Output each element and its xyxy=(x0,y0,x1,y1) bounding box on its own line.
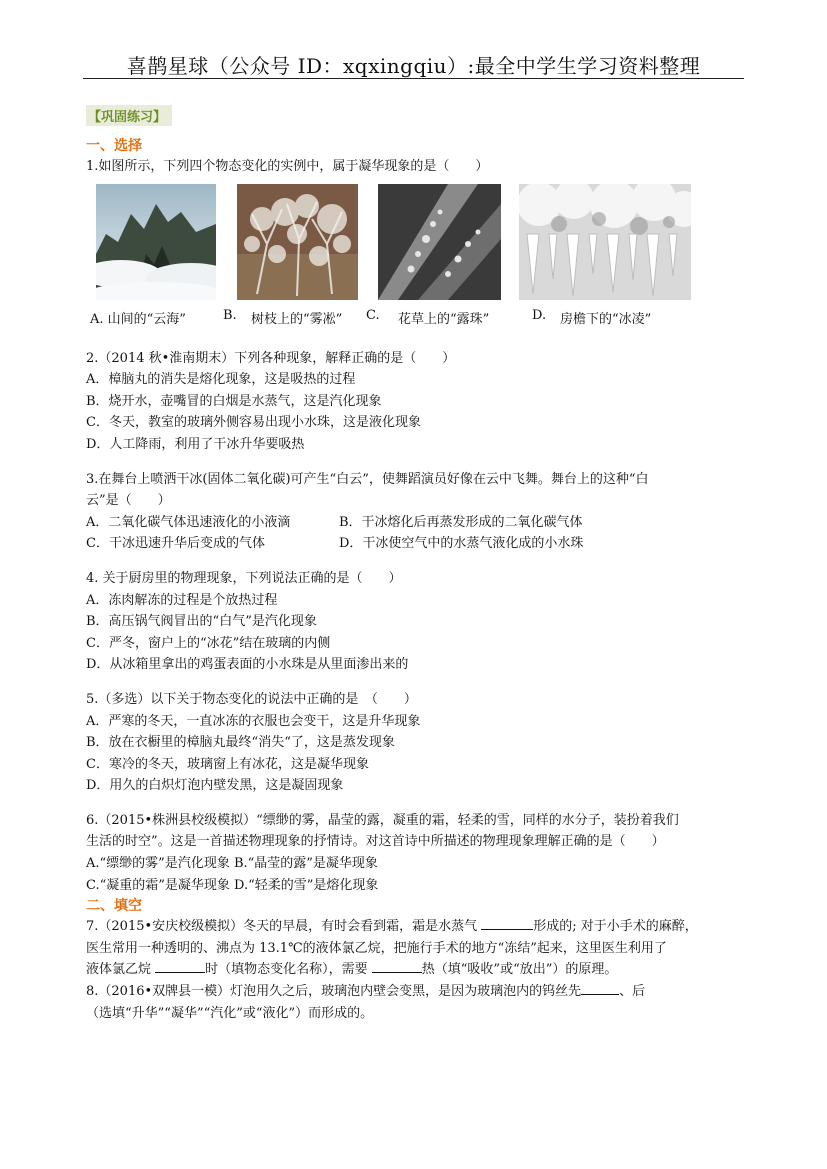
q3-options-row1 xyxy=(86,512,746,534)
q8-blank-1[interactable] xyxy=(581,982,619,995)
q1-option-a: A. 山间的“云海” xyxy=(90,311,186,327)
q8-text-1a: 8.（2016•双牌县一模）灯泡用久之后，玻璃泡内壁会变黑，是因为玻璃泡内的钨丝先 xyxy=(86,984,582,1000)
page-header: 喜鹊星球（公众号 ID：xqxingqiu）:最全中学生学习资料整理 xyxy=(126,54,701,78)
q7-blank-2[interactable] xyxy=(155,960,205,973)
question-2-stem: 2.（2014 秋•淮南期末）下列各种现象，解释正确的是（ ） xyxy=(86,350,456,366)
rime-tree-photo xyxy=(237,184,358,300)
practice-tag-row xyxy=(86,105,746,126)
q6-options-row2: C.“凝重的霜”是凝华现象 D.“轻柔的雪”是熔化现象 xyxy=(86,877,379,893)
practice-tag: 【巩固练习】 xyxy=(86,105,172,126)
q8-text-1b: 、后 xyxy=(619,984,646,1000)
q7-text-3c: 热（填“吸收”或“放出”）的原理。 xyxy=(421,962,618,978)
q3-option-c: C．干冰迅速升华后变成的气体 xyxy=(86,536,265,552)
question-8-line1 xyxy=(86,981,746,1003)
q4-option-b: B．高压锅气阀冒出的“白气”是汽化现象 xyxy=(86,614,317,630)
header-rule xyxy=(83,78,744,79)
q5-option-d: D．用久的白炽灯泡内壁发黑，这是凝固现象 xyxy=(86,778,344,794)
question-1-pictures xyxy=(86,184,746,306)
q7-text-1b: 形成的; 对于小手术的麻醉， xyxy=(533,919,698,935)
icicles-photo xyxy=(519,184,691,300)
sea-of-clouds-photo xyxy=(96,184,216,300)
question-7-line3 xyxy=(86,959,746,981)
question-1-stem: 1.如图所示，下列四个物态变化的实例中，属于凝华现象的是（ ） xyxy=(86,159,489,174)
q2-option-d: D．人工降雨，利用了干冰升华要吸热 xyxy=(86,436,305,452)
q5-option-a: A．严寒的冬天，一直冰冻的衣服也会变干，这是升华现象 xyxy=(86,713,421,729)
question-5-stem: 5.（多选）以下关于物态变化的说法中正确的是 （ ） xyxy=(86,691,417,707)
q7-blank-3[interactable] xyxy=(372,960,422,973)
q1-option-b-letter: B. xyxy=(223,307,237,323)
section-fill-heading: 二、填空 xyxy=(86,898,142,915)
q3-option-d: D．干冰使空气中的水蒸气液化成的小水珠 xyxy=(339,536,584,552)
q7-blank-1[interactable] xyxy=(481,917,533,930)
q4-option-a: A．冻肉解冻的过程是个放热过程 xyxy=(86,592,278,608)
q2-option-a: A．樟脑丸的消失是熔化现象，这是吸热的过程 xyxy=(86,372,356,388)
question-4-stem: 4. 关于厨房里的物理现象，下列说法正确的是（ ） xyxy=(86,570,402,586)
q1-option-b: 树枝上的“雾凇” xyxy=(251,311,343,327)
question-3-stem-line2: 云”是（ ） xyxy=(86,493,171,509)
question-7-line1 xyxy=(86,916,746,938)
question-8-line2: （选填“升华”“凝华”“汽化”或“液化”）而形成的。 xyxy=(86,1005,374,1021)
q6-options-row1: A.“缥缈的雾”是汽化现象 B.“晶莹的露”是凝华现象 xyxy=(86,856,378,872)
q7-text-3a: 液体氯乙烷 xyxy=(86,962,156,978)
q5-option-b: B．放在衣橱里的樟脑丸最终“消失“了，这是蒸发现象 xyxy=(86,735,395,751)
question-6-stem-line2: 生活的时空”。这是一首描述物理现象的抒情诗。对这首诗中所描述的物理现象理解正确的是（ ） xyxy=(86,834,665,850)
q3-options-row2 xyxy=(86,533,746,555)
q1-option-d-letter: D. xyxy=(532,307,547,323)
q1-option-c: 花草上的“露珠” xyxy=(398,311,490,327)
q2-option-c: C．冬天，教室的玻璃外侧容易出现小水珠，这是液化现象 xyxy=(86,415,421,431)
question-1-option-labels xyxy=(86,308,746,328)
q7-text-3b: 时（填物态变化名称），需要 xyxy=(205,962,372,978)
worksheet xyxy=(86,105,746,1024)
q3-option-a: A．二氧化碳气体迅速液化的小液滴 xyxy=(86,514,291,530)
q4-option-c: C．严冬，窗户上的“冰花”结在玻璃的内侧 xyxy=(86,635,331,651)
q7-text-1a: 7.（2015•安庆校级模拟）冬天的早晨，有时会看到霜，霜是水蒸气 xyxy=(86,919,482,935)
question-7-line2: 医生常用一种透明的、沸点为 13.1℃的液体氯乙烷，把施行手术的地方“冻结”起来，这里医生利用了 xyxy=(86,940,667,956)
dewdrop-grass-photo xyxy=(378,184,501,300)
q2-option-b: B．烧开水，壶嘴冒的白烟是水蒸气，这是汽化现象 xyxy=(86,393,382,409)
question-3-stem-line1: 3.在舞台上喷洒干冰(固体二氧化碳)可产生“白云”，使舞蹈演员好像在云中飞舞。舞台上的这种“白 xyxy=(86,471,649,487)
q1-option-d: 房檐下的“冰凌” xyxy=(560,311,652,327)
q3-option-b: B．干冰熔化后再蒸发形成的二氧化碳气体 xyxy=(339,514,583,530)
section-choice-heading: 一、选择 xyxy=(86,138,142,154)
q5-option-c: C．寒冷的冬天，玻璃窗上有冰花，这是凝华现象 xyxy=(86,756,369,772)
question-6-stem-line1: 6.（2015•株洲县校级模拟）“缥缈的雾，晶莹的露，凝重的霜，轻柔的雪，同样的水分子，装扮着我们 xyxy=(86,812,679,828)
q4-option-d: D．从冰箱里拿出的鸡蛋表面的小水珠是从里面渗出来的 xyxy=(86,657,409,673)
q1-option-c-letter: C. xyxy=(366,307,380,323)
